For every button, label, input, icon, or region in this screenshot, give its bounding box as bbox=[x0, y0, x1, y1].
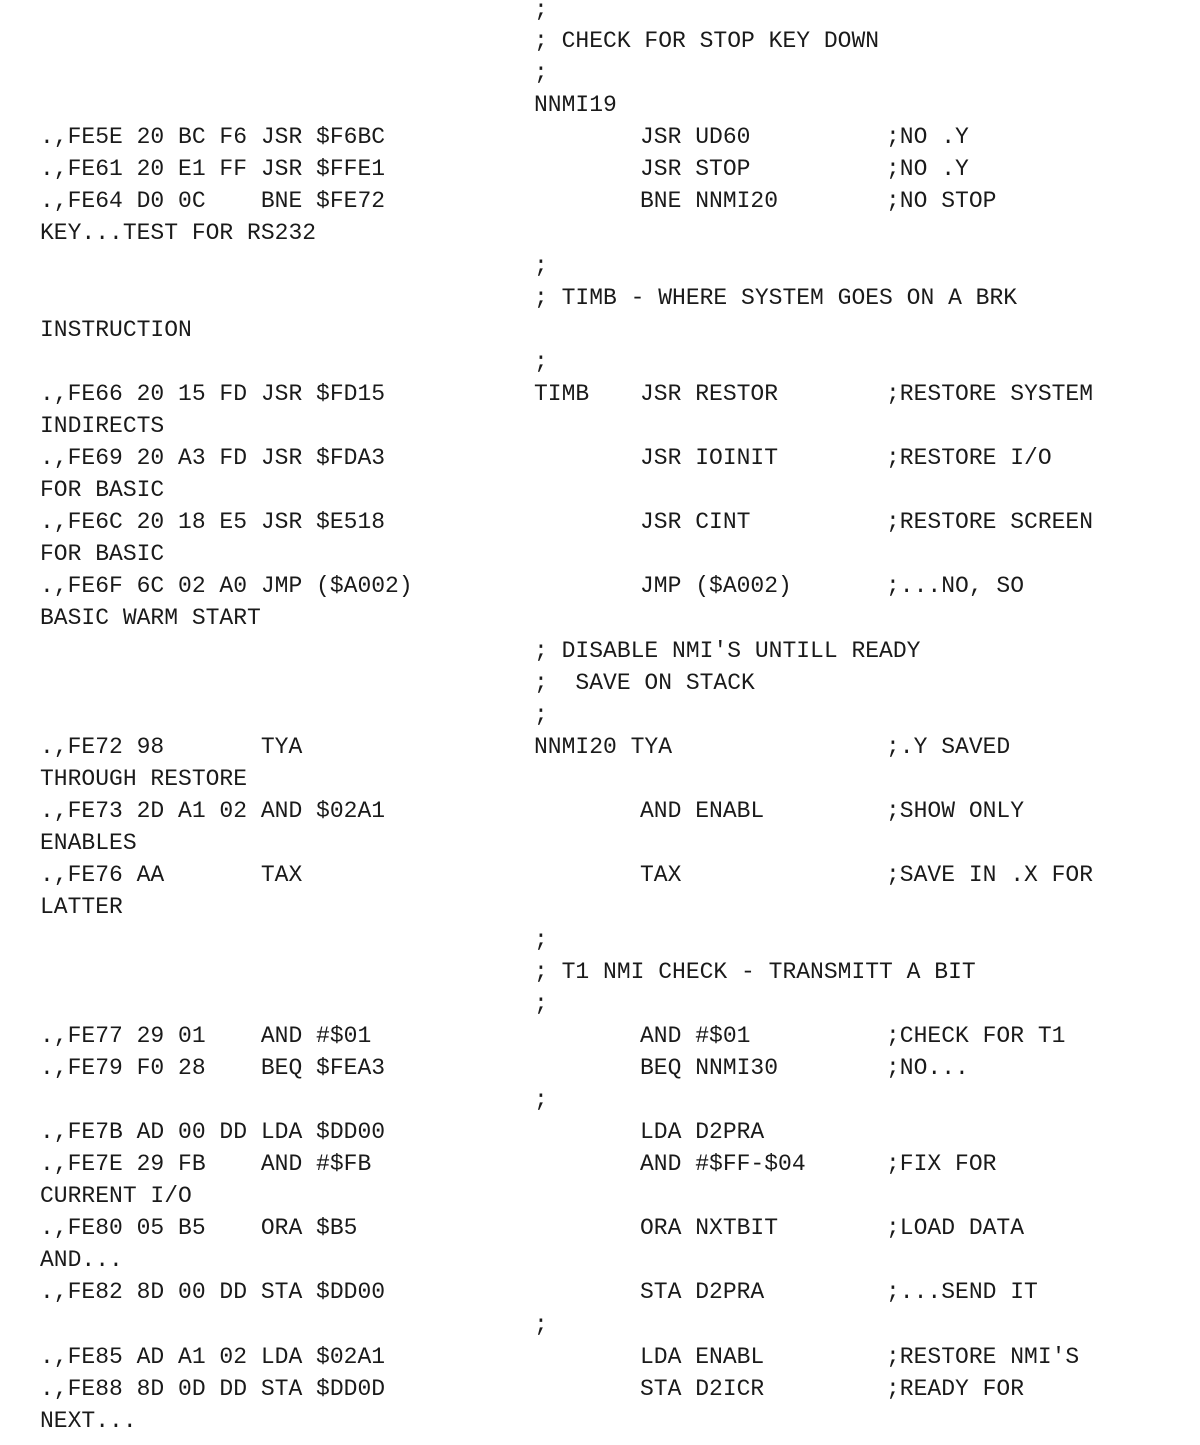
comment-continuation: FOR BASIC bbox=[40, 541, 165, 567]
source-instruction: JSR STOP bbox=[640, 156, 751, 182]
source-comment-line: ; bbox=[534, 1087, 548, 1113]
disassembly-line: .,FE82 8D 00 DD STA $DD00 bbox=[40, 1279, 386, 1305]
disassembly-line: .,FE72 98 TYA bbox=[40, 734, 303, 760]
source-comment: ;FIX FOR bbox=[886, 1151, 997, 1177]
source-instruction: LDA ENABL bbox=[640, 1344, 765, 1370]
disassembly-line: .,FE77 29 01 AND #$01 bbox=[40, 1023, 372, 1049]
comment-continuation: KEY...TEST FOR RS232 bbox=[40, 220, 317, 246]
disassembly-line: .,FE6F 6C 02 A0 JMP ($A002) bbox=[40, 573, 413, 599]
source-instruction: JMP ($A002) bbox=[640, 573, 792, 599]
source-comment: ;SAVE IN .X FOR bbox=[886, 862, 1094, 888]
source-comment: ;RESTORE NMI'S bbox=[886, 1344, 1080, 1370]
source-comment-line: ; bbox=[534, 0, 548, 23]
source-instruction: JSR IOINIT bbox=[640, 445, 779, 471]
comment-continuation: INSTRUCTION bbox=[40, 317, 192, 343]
comment-continuation: BASIC WARM START bbox=[40, 605, 261, 631]
source-comment-line: ; bbox=[534, 1312, 548, 1338]
source-instruction: JSR UD60 bbox=[640, 124, 751, 150]
source-comment: ;...NO, SO bbox=[886, 573, 1025, 599]
source-comment-line: ; TIMB - WHERE SYSTEM GOES ON A BRK bbox=[534, 285, 1018, 311]
disassembly-line: .,FE80 05 B5 ORA $B5 bbox=[40, 1215, 358, 1241]
source-comment-line: ; bbox=[534, 702, 548, 728]
disassembly-line: .,FE73 2D A1 02 AND $02A1 bbox=[40, 798, 386, 824]
source-comment: ;...SEND IT bbox=[886, 1279, 1038, 1305]
disassembly-line: .,FE64 D0 0C BNE $FE72 bbox=[40, 188, 386, 214]
disassembly-line: .,FE7B AD 00 DD LDA $DD00 bbox=[40, 1119, 386, 1145]
source-comment-line: ; CHECK FOR STOP KEY DOWN bbox=[534, 28, 880, 54]
comment-continuation: ENABLES bbox=[40, 830, 137, 856]
source-comment: ;.Y SAVED bbox=[886, 734, 1011, 760]
comment-continuation: LATTER bbox=[40, 894, 123, 920]
comment-continuation: CURRENT I/O bbox=[40, 1183, 192, 1209]
source-comment: ;READY FOR bbox=[886, 1376, 1025, 1402]
source-comment: ;NO... bbox=[886, 1055, 969, 1081]
source-instruction: BEQ NNMI30 bbox=[640, 1055, 779, 1081]
comment-continuation: AND... bbox=[40, 1247, 123, 1273]
disassembly-line: .,FE88 8D 0D DD STA $DD0D bbox=[40, 1376, 386, 1402]
source-instruction: ORA NXTBIT bbox=[640, 1215, 779, 1241]
source-comment: ;NO .Y bbox=[886, 156, 969, 182]
source-comment: ;NO .Y bbox=[886, 124, 969, 150]
source-instruction: STA D2ICR bbox=[640, 1376, 765, 1402]
source-instruction: STA D2PRA bbox=[640, 1279, 765, 1305]
source-comment: ;LOAD DATA bbox=[886, 1215, 1025, 1241]
source-instruction: AND #$FF-$04 bbox=[640, 1151, 806, 1177]
source-instruction: JSR CINT bbox=[640, 509, 751, 535]
comment-continuation: INDIRECTS bbox=[40, 413, 165, 439]
source-instruction: JSR RESTOR bbox=[640, 381, 779, 407]
source-label: TIMB bbox=[534, 381, 590, 407]
comment-continuation: THROUGH RESTORE bbox=[40, 766, 248, 792]
disassembly-line: .,FE79 F0 28 BEQ $FEA3 bbox=[40, 1055, 386, 1081]
comment-continuation: NEXT... bbox=[40, 1408, 137, 1434]
source-instruction: TAX bbox=[640, 862, 682, 888]
disassembly-line: .,FE69 20 A3 FD JSR $FDA3 bbox=[40, 445, 386, 471]
source-comment: ;SHOW ONLY bbox=[886, 798, 1025, 824]
disassembly-line: .,FE76 AA TAX bbox=[40, 862, 303, 888]
source-comment-line: ; bbox=[534, 253, 548, 279]
source-label-line: NNMI19 bbox=[534, 92, 617, 118]
source-instruction: AND #$01 bbox=[640, 1023, 751, 1049]
source-comment-line: ; bbox=[534, 927, 548, 953]
disassembly-line: .,FE85 AD A1 02 LDA $02A1 bbox=[40, 1344, 386, 1370]
disassembly-line: .,FE66 20 15 FD JSR $FD15 bbox=[40, 381, 386, 407]
disassembly-line: .,FE6C 20 18 E5 JSR $E518 bbox=[40, 509, 386, 535]
source-instruction: AND ENABL bbox=[640, 798, 765, 824]
source-comment: ;RESTORE SYSTEM bbox=[886, 381, 1094, 407]
source-comment-line: ; bbox=[534, 349, 548, 375]
disassembly-line: .,FE7E 29 FB AND #$FB bbox=[40, 1151, 372, 1177]
source-comment: ;RESTORE I/O bbox=[886, 445, 1052, 471]
disassembly-line: .,FE61 20 E1 FF JSR $FFE1 bbox=[40, 156, 386, 182]
comment-continuation: FOR BASIC bbox=[40, 477, 165, 503]
source-comment-line: ; bbox=[534, 60, 548, 86]
source-comment: ;RESTORE SCREEN bbox=[886, 509, 1094, 535]
source-comment-line: ; T1 NMI CHECK - TRANSMITT A BIT bbox=[534, 959, 976, 985]
source-instruction: LDA D2PRA bbox=[640, 1119, 765, 1145]
source-comment-line: ; bbox=[534, 991, 548, 1017]
source-comment-line: ; DISABLE NMI'S UNTILL READY bbox=[534, 638, 921, 664]
source-comment-line: ; SAVE ON STACK bbox=[534, 670, 755, 696]
source-comment: ;NO STOP bbox=[886, 188, 997, 214]
source-instruction: NNMI20 TYA bbox=[534, 734, 673, 760]
source-instruction: BNE NNMI20 bbox=[640, 188, 779, 214]
source-comment: ;CHECK FOR T1 bbox=[886, 1023, 1066, 1049]
disassembly-line: .,FE5E 20 BC F6 JSR $F6BC bbox=[40, 124, 386, 150]
